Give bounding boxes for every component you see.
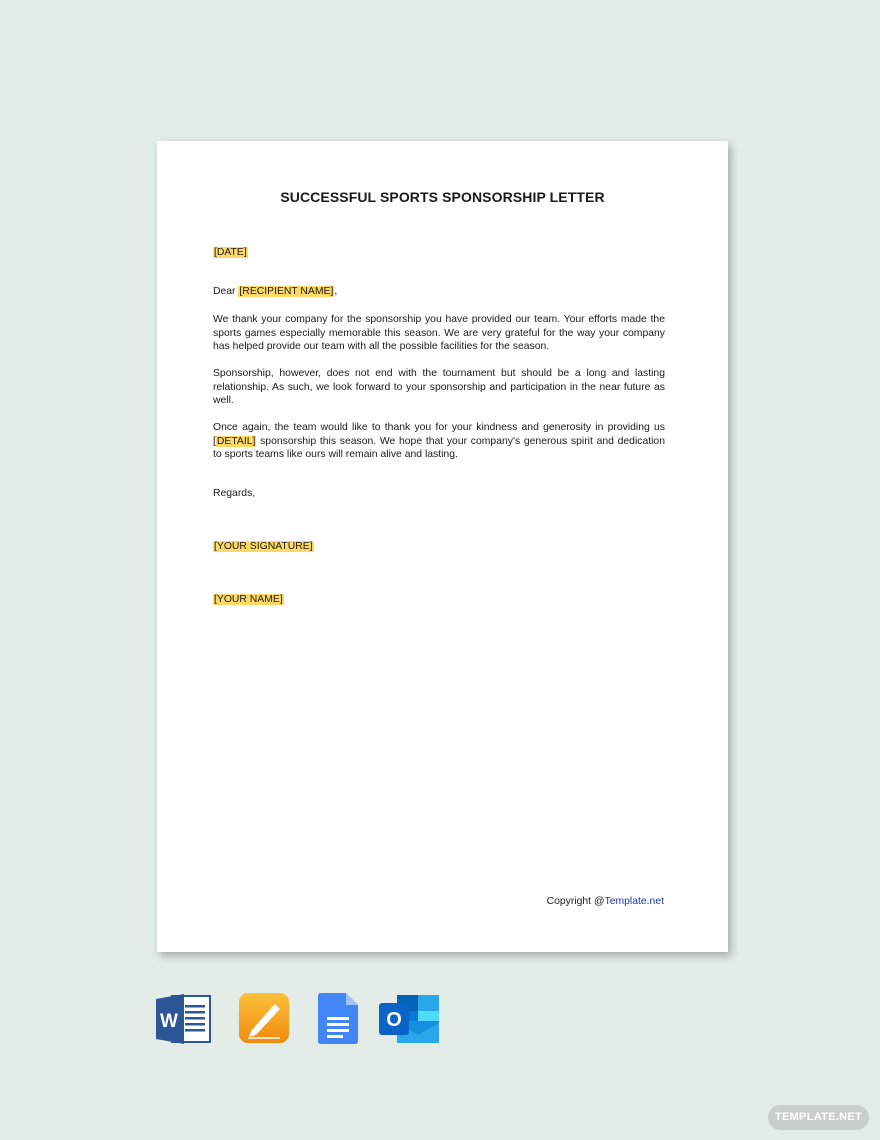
name-line [213, 593, 665, 607]
copyright-prefix: Copyright @ [546, 896, 605, 907]
google-docs-icon[interactable] [318, 993, 358, 1049]
microsoft-word-icon[interactable] [156, 993, 212, 1050]
apple-pages-icon[interactable] [239, 993, 289, 1048]
date-placeholder: [DATE] [214, 247, 247, 258]
salutation [213, 285, 665, 299]
paragraph-3 [213, 421, 665, 462]
microsoft-outlook-icon[interactable] [379, 993, 439, 1050]
date-line [213, 246, 665, 260]
copyright-link[interactable]: Template.net [604, 896, 664, 907]
letter-title: SUCCESSFUL SPORTS SPONSORSHIP LETTER [280, 189, 605, 205]
document-page [157, 141, 728, 952]
copyright-line [547, 896, 664, 907]
paragraph-2: Sponsorship, however, does not end with the tournament but should be a long and lasting relationship. As such, we look forward to your sponsorship and participation in the near future as well. [213, 368, 665, 406]
signature-line [213, 540, 665, 554]
svg-text:O: O [386, 1009, 402, 1031]
detail-placeholder: DETAIL] [216, 435, 256, 447]
recipient-placeholder: [RECIPIENT NAME] [239, 286, 334, 297]
signature-placeholder: [YOUR SIGNATURE] [214, 541, 313, 552]
svg-text:W: W [160, 1011, 178, 1032]
template-net-badge[interactable]: TEMPLATE.NET [768, 1105, 869, 1130]
paragraph-3-start: Once again, the team would like to thank you for your kindness and generosity in providing us [ [213, 422, 665, 447]
salutation-prefix: Dear [213, 286, 239, 297]
salutation-suffix: , [334, 286, 338, 297]
name-placeholder: [YOUR NAME] [214, 594, 283, 605]
paragraph-3-end: sponsorship this season. We hope that your company's generous spirit and dedication to sports teams like ours will remain alive and lasting. [213, 435, 665, 460]
paragraph-1: We thank your company for the sponsorship you have provided our team. Your efforts made the sports games especially memorable this season. We are very grateful for the way your company has helped provide our team with all the possible facilities for the season. [213, 314, 665, 352]
closing: Regards, [213, 488, 256, 499]
